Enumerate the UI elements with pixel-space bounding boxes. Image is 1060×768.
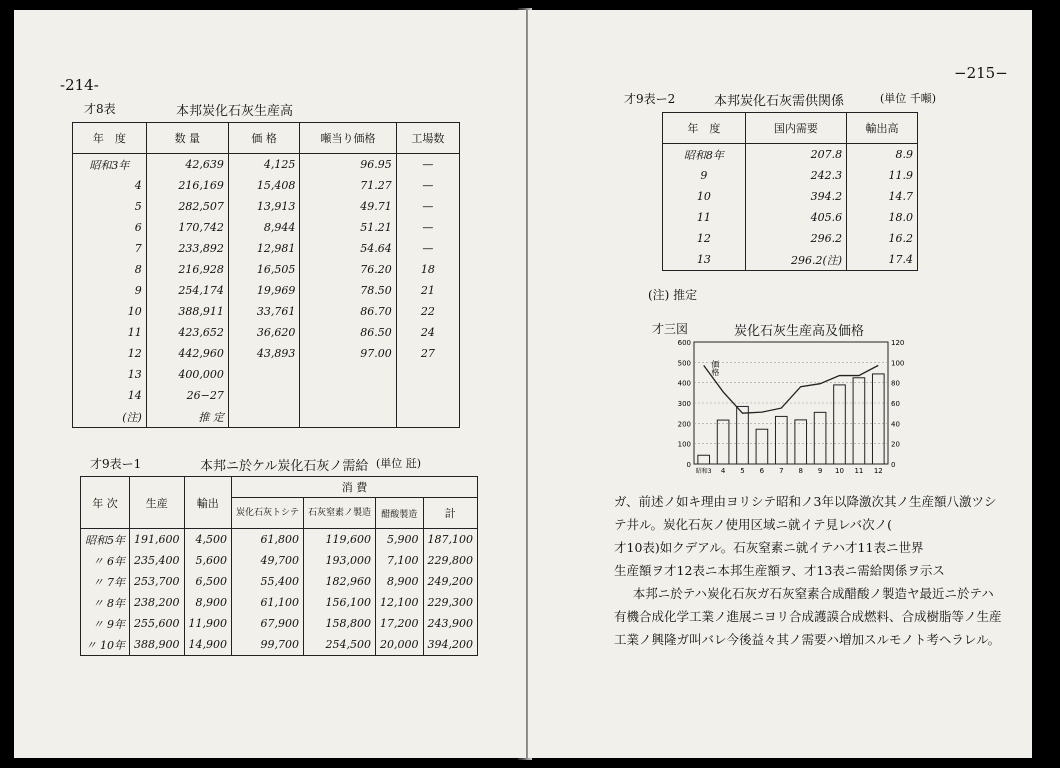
table-cell: 405.6 <box>745 207 846 228</box>
table-cell: 17.4 <box>847 249 918 271</box>
col-header: 年 度 <box>73 123 147 154</box>
table-cell: 8.9 <box>847 144 918 166</box>
y-tick-label-right: 80 <box>891 379 900 388</box>
table-unit: (単位 千噸) <box>880 92 937 105</box>
paragraph: 才10表)如クデアル。石灰窒素ニ就イテハ才11表ニ世界 <box>614 540 924 555</box>
table-cell: — <box>396 175 459 196</box>
table-title: 本邦炭化石灰需供関係 <box>714 94 845 109</box>
table-cell: 昭和5年 <box>81 529 130 551</box>
table-cell: 388,900 <box>130 634 185 656</box>
table-row <box>81 634 478 656</box>
table-cell: 13 <box>663 249 746 271</box>
paragraph: 生産額ヲ才12表ニ本邦生産額ヲ、才13表ニ需給関係ヲ示ス <box>614 563 945 578</box>
col-header: 計 <box>423 498 478 529</box>
table-cell: 8 <box>73 259 147 280</box>
table-cell: 61,800 <box>232 529 304 551</box>
y-tick-label-right: 60 <box>891 400 900 408</box>
table-cell: 99,700 <box>232 634 304 656</box>
table-cell: 5,900 <box>376 529 424 551</box>
table-cell: 229,800 <box>423 550 478 571</box>
bar <box>834 385 846 464</box>
table-cell: 昭和8年 <box>663 144 746 166</box>
table-row <box>73 343 460 364</box>
body-text <box>614 490 1004 651</box>
table-cell: 233,892 <box>146 238 228 259</box>
table-cell: 76.20 <box>300 259 396 280</box>
table-row <box>73 154 460 176</box>
table-row <box>73 301 460 322</box>
table-row <box>73 196 460 217</box>
table-cell: 9 <box>73 280 147 301</box>
table-cell: 12,100 <box>376 592 424 613</box>
table-cell: 10 <box>663 186 746 207</box>
table-cell: 235,400 <box>130 550 185 571</box>
table-8-production <box>72 122 460 428</box>
table-row <box>73 238 460 259</box>
table-cell: 49.71 <box>300 196 396 217</box>
table-row <box>81 592 478 613</box>
table-row <box>73 385 460 406</box>
table-cell: 4,125 <box>228 154 300 176</box>
table-cell: 12 <box>73 343 147 364</box>
table-9-2-supply-demand <box>662 112 918 271</box>
table-cell: 21 <box>396 280 459 301</box>
x-tick-label: 5 <box>740 467 745 475</box>
table-cell <box>300 406 396 428</box>
table-row <box>81 571 478 592</box>
col-header: 工場数 <box>396 123 459 154</box>
x-tick-label: 11 <box>854 467 864 475</box>
left-page <box>14 10 526 758</box>
table-cell <box>228 364 300 385</box>
x-tick-label: 9 <box>817 467 823 475</box>
table-cell: 442,960 <box>146 343 228 364</box>
table-cell: 216,169 <box>146 175 228 196</box>
table-cell: 254,174 <box>146 280 228 301</box>
table-cell: 〃 8年 <box>81 592 130 613</box>
table-cell: 15,408 <box>228 175 300 196</box>
page-number: −215− <box>954 64 1008 82</box>
table-cell: 36,620 <box>228 322 300 343</box>
table-cell: 51.21 <box>300 217 396 238</box>
col-header: 年 度 <box>663 113 746 144</box>
y-tick-label-left: 300 <box>677 400 691 408</box>
bar <box>775 416 787 464</box>
table-cell: — <box>396 196 459 217</box>
table-cell: 242.3 <box>745 165 846 186</box>
table-cell: 〃 9年 <box>81 613 130 634</box>
x-tick-label: 10 <box>835 467 844 475</box>
table-cell: 8,944 <box>228 217 300 238</box>
bar <box>756 429 768 464</box>
table-row <box>73 175 460 196</box>
table-cell: 49,700 <box>232 550 304 571</box>
table-cell: 42,639 <box>146 154 228 176</box>
col-header: 輸出 <box>184 477 232 529</box>
table-cell: 〃 10年 <box>81 634 130 656</box>
table-cell: 191,600 <box>130 529 185 551</box>
table-cell: 229,300 <box>423 592 478 613</box>
col-header: 炭化石灰トシテ <box>232 498 304 529</box>
table-cell: 18 <box>396 259 459 280</box>
table-cell: 14 <box>73 385 147 406</box>
y-tick-label-left: 0 <box>686 461 691 469</box>
table-cell: 394.2 <box>745 186 846 207</box>
col-header: 醋酸製造 <box>376 498 424 529</box>
bar <box>717 420 729 464</box>
x-tick-label: 7 <box>779 467 784 475</box>
table-row <box>73 280 460 301</box>
right-page <box>528 10 1032 758</box>
table-cell: 16.2 <box>847 228 918 249</box>
y-tick-label-right: 40 <box>891 420 900 429</box>
table-cell: 388,911 <box>146 301 228 322</box>
table-cell: 61,100 <box>232 592 304 613</box>
table-cell: 55,400 <box>232 571 304 592</box>
table-cell: 216,928 <box>146 259 228 280</box>
bar <box>698 455 710 464</box>
table-cell: 5,600 <box>184 550 232 571</box>
table-row <box>663 144 918 166</box>
col-header: 噸当り価格 <box>300 123 396 154</box>
col-header: 生産 <box>130 477 185 529</box>
table-cell: 158,800 <box>304 613 376 634</box>
table-note: (注) 推定 <box>648 288 698 302</box>
table-cell: 243,900 <box>423 613 478 634</box>
table-cell: 238,200 <box>130 592 185 613</box>
paragraph: ガ、前述ノ如キ理由ヨリシテ昭和ノ3年以降激次其ノ生産額八激ツシテ井ル。炭化石灰ノ使用区域ニ就イテ見レバ次ノ( <box>614 494 997 532</box>
table-cell <box>396 364 459 385</box>
bar <box>814 412 826 464</box>
table-cell: 24 <box>396 322 459 343</box>
table-cell: 8,900 <box>376 571 424 592</box>
table-cell: 394,200 <box>423 634 478 656</box>
table-cell: 296.2 <box>745 228 846 249</box>
table-cell: 昭和3年 <box>73 154 147 176</box>
table-unit: (単位 瓩) <box>376 457 422 470</box>
table-cell: 4,500 <box>184 529 232 551</box>
paragraph: 本邦ニ於テハ炭化石灰ガ石灰窒素合成醋酸ノ製造ヤ最近ニ於テハ有機合成化学工業ノ進展ニヨリ合成護謨合成燃料、合成樹脂等ノ生産工業ノ興隆ガ叫バレ今後益々其ノ需要ハ増加スルモノト考ヘラレル。 <box>614 586 1002 647</box>
table-cell: 11 <box>73 322 147 343</box>
x-tick-label: 12 <box>873 467 883 475</box>
table-cell: — <box>396 154 459 176</box>
table-cell: 〃 6年 <box>81 550 130 571</box>
y-tick-label-left: 600 <box>677 339 691 347</box>
figure-caption: 才三図 <box>652 322 689 336</box>
bar <box>853 378 865 464</box>
table-cell: 11 <box>663 207 746 228</box>
table-cell: 26−27 <box>146 385 228 406</box>
table-row <box>73 364 460 385</box>
table-cell: 12 <box>663 228 746 249</box>
table-cell: 4 <box>73 175 147 196</box>
table-cell: 22 <box>396 301 459 322</box>
table-cell: — <box>396 238 459 259</box>
table-cell: 27 <box>396 343 459 364</box>
table-row <box>663 228 918 249</box>
col-header-group: 消 費 <box>232 477 478 498</box>
table-cell: 7 <box>73 238 147 259</box>
table-cell: 182,960 <box>304 571 376 592</box>
table-cell: 78.50 <box>300 280 396 301</box>
col-header: 国内需要 <box>745 113 846 144</box>
table-cell: 6,500 <box>184 571 232 592</box>
table-cell: 8,900 <box>184 592 232 613</box>
y-tick-label-left: 100 <box>677 440 691 449</box>
table-cell: 43,893 <box>228 343 300 364</box>
line-label: 価格 <box>710 360 720 376</box>
table-row <box>73 259 460 280</box>
table-cell: 14,900 <box>184 634 232 656</box>
table-cell: 296.2(注) <box>745 249 846 271</box>
table-cell: 156,100 <box>304 592 376 613</box>
table-cell: 119,600 <box>304 529 376 551</box>
table-cell: 254,500 <box>304 634 376 656</box>
table-cell: 54.64 <box>300 238 396 259</box>
table-cell: 71.27 <box>300 175 396 196</box>
x-tick-label: 4 <box>720 467 726 475</box>
price-line <box>704 365 879 413</box>
y-tick-label-right: 120 <box>891 339 905 347</box>
table-caption: 才9表ー1 <box>90 457 142 471</box>
table-row <box>73 217 460 238</box>
table-cell: 187,100 <box>423 529 478 551</box>
table-cell: 86.70 <box>300 301 396 322</box>
table-cell: 16,505 <box>228 259 300 280</box>
bar <box>872 374 884 464</box>
table-cell: 11.9 <box>847 165 918 186</box>
table-cell: 97.00 <box>300 343 396 364</box>
y-tick-label-left: 400 <box>677 379 691 388</box>
table-9-1-supply-demand <box>80 476 478 656</box>
table-cell: 207.8 <box>745 144 846 166</box>
table-row <box>663 165 918 186</box>
table-cell: 17,200 <box>376 613 424 634</box>
table-title: 本邦炭化石灰生産高 <box>176 104 294 119</box>
table-cell <box>300 385 396 406</box>
table-cell: 10 <box>73 301 147 322</box>
table-row <box>73 406 460 428</box>
table-cell: (注) <box>73 406 147 428</box>
table-cell <box>300 364 396 385</box>
table-cell: 11,900 <box>184 613 232 634</box>
table-row <box>663 249 918 271</box>
x-tick-label: 8 <box>798 467 803 475</box>
y-tick-label-left: 200 <box>677 420 691 429</box>
col-header: 輸出高 <box>847 113 918 144</box>
y-tick-label-right: 100 <box>891 359 905 368</box>
figure-3-chart <box>668 334 918 484</box>
table-caption: 才9表ー2 <box>624 92 676 106</box>
col-header: 年 次 <box>81 477 130 529</box>
table-cell: 33,761 <box>228 301 300 322</box>
table-row <box>81 613 478 634</box>
table-cell: 170,742 <box>146 217 228 238</box>
y-tick-label-right: 0 <box>891 461 896 469</box>
table-cell: 14.7 <box>847 186 918 207</box>
table-cell: 推 定 <box>146 406 228 428</box>
table-cell: 7,100 <box>376 550 424 571</box>
table-cell: 255,600 <box>130 613 185 634</box>
table-cell: 12,981 <box>228 238 300 259</box>
table-cell: 9 <box>663 165 746 186</box>
table-cell <box>228 406 300 428</box>
table-cell: 13 <box>73 364 147 385</box>
col-header: 石灰窒素ノ製造 <box>304 498 376 529</box>
table-cell: 400,000 <box>146 364 228 385</box>
table-row <box>73 322 460 343</box>
y-tick-label-right: 20 <box>891 440 900 449</box>
table-cell: 282,507 <box>146 196 228 217</box>
table-cell: 5 <box>73 196 147 217</box>
col-header: 価 格 <box>228 123 300 154</box>
table-cell: 18.0 <box>847 207 918 228</box>
table-cell: 193,000 <box>304 550 376 571</box>
table-cell: 20,000 <box>376 634 424 656</box>
table-cell: 19,969 <box>228 280 300 301</box>
table-row <box>663 207 918 228</box>
table-cell: 423,652 <box>146 322 228 343</box>
table-cell: 6 <box>73 217 147 238</box>
table-cell: 13,913 <box>228 196 300 217</box>
table-cell <box>228 385 300 406</box>
table-cell: 〃 7年 <box>81 571 130 592</box>
bar <box>795 420 807 464</box>
table-row <box>663 186 918 207</box>
page-number: -214- <box>60 76 99 94</box>
col-header: 数 量 <box>146 123 228 154</box>
table-cell: 86.50 <box>300 322 396 343</box>
x-tick-label: 昭和3 <box>695 468 712 475</box>
table-cell: — <box>396 217 459 238</box>
table-cell: 253,700 <box>130 571 185 592</box>
y-tick-label-left: 500 <box>677 359 691 368</box>
table-cell: 96.95 <box>300 154 396 176</box>
table-row <box>81 529 478 551</box>
x-tick-label: 6 <box>759 467 765 475</box>
table-cell <box>396 406 459 428</box>
table-title: 本邦ニ於ケル炭化石灰ノ需給 <box>200 459 369 474</box>
table-cell: 67,900 <box>232 613 304 634</box>
table-cell <box>396 385 459 406</box>
table-caption: 才8表 <box>84 102 116 116</box>
table-row <box>81 550 478 571</box>
table-cell: 249,200 <box>423 571 478 592</box>
bar <box>737 406 749 464</box>
figure-title: 炭化石灰生産高及価格 <box>734 324 865 339</box>
